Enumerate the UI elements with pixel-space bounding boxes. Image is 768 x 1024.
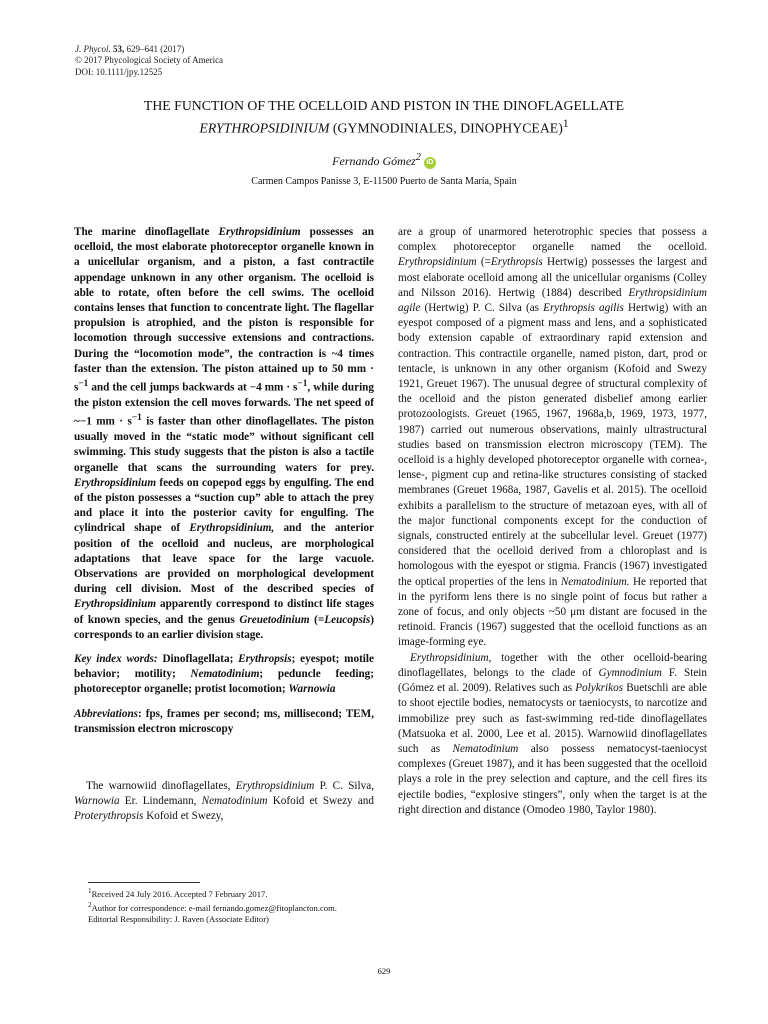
author-name: Fernando Gómez xyxy=(332,154,416,168)
title-footnote-marker: 1 xyxy=(562,118,569,130)
author-affiliation: Carmen Campos Panisse 3, E-11500 Puerto de Santa María, Spain xyxy=(251,176,517,187)
right-column xyxy=(398,225,707,818)
journal-header xyxy=(75,44,223,78)
title-genus: ERYTHROPSIDINIUM xyxy=(199,120,330,136)
author-footnote-marker: 2 xyxy=(415,152,421,163)
title-line-2 xyxy=(60,115,708,138)
orcid-icon[interactable]: iD xyxy=(424,157,436,169)
key-index-words: Key index words: Dinoflagellata; Erythropsis; eyespot; motile behavior; motility; Nematodinium; peduncle feeding; photoreceptor organelle; protist locomotion; Warnowia xyxy=(74,652,374,696)
citation-line xyxy=(75,44,223,55)
body-paragraph-2: Erythropsidinium, together with the other ocelloid-bearing dinoflagellates, belongs to the clade of Gymnodinium F. Stein (Gómez et al. 2009). Relatives such as Polykrikos Buetschli are able to shoot ejectile bodies, nematocysts or taeniocysts, to narcotize and immobilize prey such as fast-swimming red-tide dinoflagellates (Matsuoka et al. 2000, Lee et al. 2015). Warnowiid dinoflagellates such as Nematodinium also possess nematocyst-taeniocyst complexes (Greuet 1987), and it has been suggested that the ocelloid plays a role in the prey selection and capture, and the cell fires its ejectile bodies, “explosive stingers”, only when the target is at the right direction and distance (Omodeo 1980, Taylor 1980). xyxy=(398,651,708,816)
left-column xyxy=(74,225,374,825)
author-line xyxy=(0,150,768,169)
title-line-1: THE FUNCTION OF THE OCELLOID AND PISTON IN THE DINOFLAGELLATE xyxy=(143,98,625,113)
title-taxonomy: (GYMNODINIALES, DINOPHYCEAE) xyxy=(332,120,563,136)
doi-line: DOI: 10.1111/jpy.12525 xyxy=(75,66,163,77)
footnote-correspondence: $^2$Author for correspondence: e-mail fernando.gomez@fitoplancton.com. xyxy=(88,900,337,913)
abstract: The marine dinoflagellate Erythropsidinium possesses an ocelloid, the most elaborate photoreceptor organelle known in a unicellular organism, and a piston, a fast contractile appendage unknown in any other organism. The ocelloid is able to rotate, often before the cell swims. The ocelloid contains lenses that function to concentrate light. The flagellar propulsion is atrophied, and the piston is responsible for locomotion through successive extensions and contractions. During the “locomotion mode”, the contraction is ~4 times faster than the extension. The piston attained up to 50 mm · $s^{-1}$ and the cell jumps backwards at −4 mm · $s^{-1}$, while during the piston extension the cell moves forwards. The net speed of ~−1 mm · $s^{-1}$ is faster than other dinoflagellates. The piston usually moved in the “static mode” without significant cell swimming. This study suggests that the piston is also a tactile organelle that scans the surrounding waters for prey. Erythropsidinium feeds on copepod eggs by engulfing. The end of the piston possesses a “suction cup” able to attach the prey and place it into the posterior cavity for engulfing. The cylindrical shape of Erythropsidinium, and the anterior position of the ocelloid and nucleus, are morphological adaptations that leave space for the large vacuole. Observations are provided on morphological development during cell division. Most of the described species of Erythropsidinium apparently correspond to distinct life stages of known species, and the genus Greuetodinium (=Leucopsis) corresponds to an earlier division stage. xyxy=(74,226,375,641)
journal-pages: 629–641 (2017) xyxy=(126,44,185,54)
keywords-label: Key index words: xyxy=(74,652,158,665)
footnote-received: $^1$Received 24 July 2016. Accepted 7 February 2017. xyxy=(88,887,268,899)
body-paragraph-1: are a group of unarmored heterotrophic species that possess a complex photoreceptor organelle named the ocelloid. Erythropsidinium (=Erythropsis Hertwig) possesses the largest and most elaborate ocelloid among all the unicellular organisms (Colley and Nilsson 2016). Hertwig (1884) described Erythropsidinium agile (Hertwig) P. C. Silva (as Erythropsis agilis Hertwig) with an eyespot composed of a pigment mass and lens, and a sophisticated body extension capable of extraordinary rapid extension and contraction. This contractile organelle, named piston, dart, prod or tentacle, is unknown in any other organism (Kofoid and Swezy 1921, Greuet 1967). The unusual degree of structural complexity of the ocelloid and the piston generated disbelief among earlier protozoologists. Greuet (1965, 1967, 1968a,b, 1969, 1973, 1977, 1987) carried out numerous observations, mainly ultrastructural studies based on transmission electron microscopy (TEM). The ocelloid is a highly developed photoreceptor organelle with cornea-, lense-, pigment cup and retina-like structures consisting of stacked membranes (Greuet 1968a, 1987, Gavelis et al. 2015). The ocelloid exhibits a parallelism to the structure of metazoan eyes, with all of the major functional components except for the conduction of signals, constructed entirely at the subcellular level. Greuet (1977) considered that the ocelloid derived from a chloroplast and is homologous with the eyespot or stigma. Francis (1967) investigated the optical properties of the lens in Nematodinium. He reported that in the pyriform lens there is no single point of focus but rather a zone of focus, and only objects ~50 μm distant are focused in the retinoid. Francis (1967) suggested that the ocelloid functions as an image-forming eye. xyxy=(398,226,708,649)
footnotes xyxy=(74,886,374,925)
introduction-paragraph: The warnowiid dinoflagellates, Erythropsidinium P. C. Silva, Warnowia Er. Lindemann, Nematodinium Kofoid et Swezy and Proterythropsis Kofoid et Swezy, xyxy=(74,779,374,823)
page-number: 629 xyxy=(377,966,391,976)
journal-volume: 53, xyxy=(112,44,125,54)
copyright-line: © 2017 Phycological Society of America xyxy=(75,55,224,66)
abbreviations-label: Abbreviations xyxy=(74,707,139,720)
footnote-divider xyxy=(88,882,200,883)
article-title xyxy=(60,97,708,138)
footnote-editor: Editorial Responsibility: J. Raven (Associate Editor) xyxy=(88,913,269,924)
abbreviations: Abbreviations: fps, frames per second; ms, millisecond; TEM, transmission electron microscopy xyxy=(74,707,374,735)
journal-name: J. Phycol. xyxy=(75,44,111,54)
